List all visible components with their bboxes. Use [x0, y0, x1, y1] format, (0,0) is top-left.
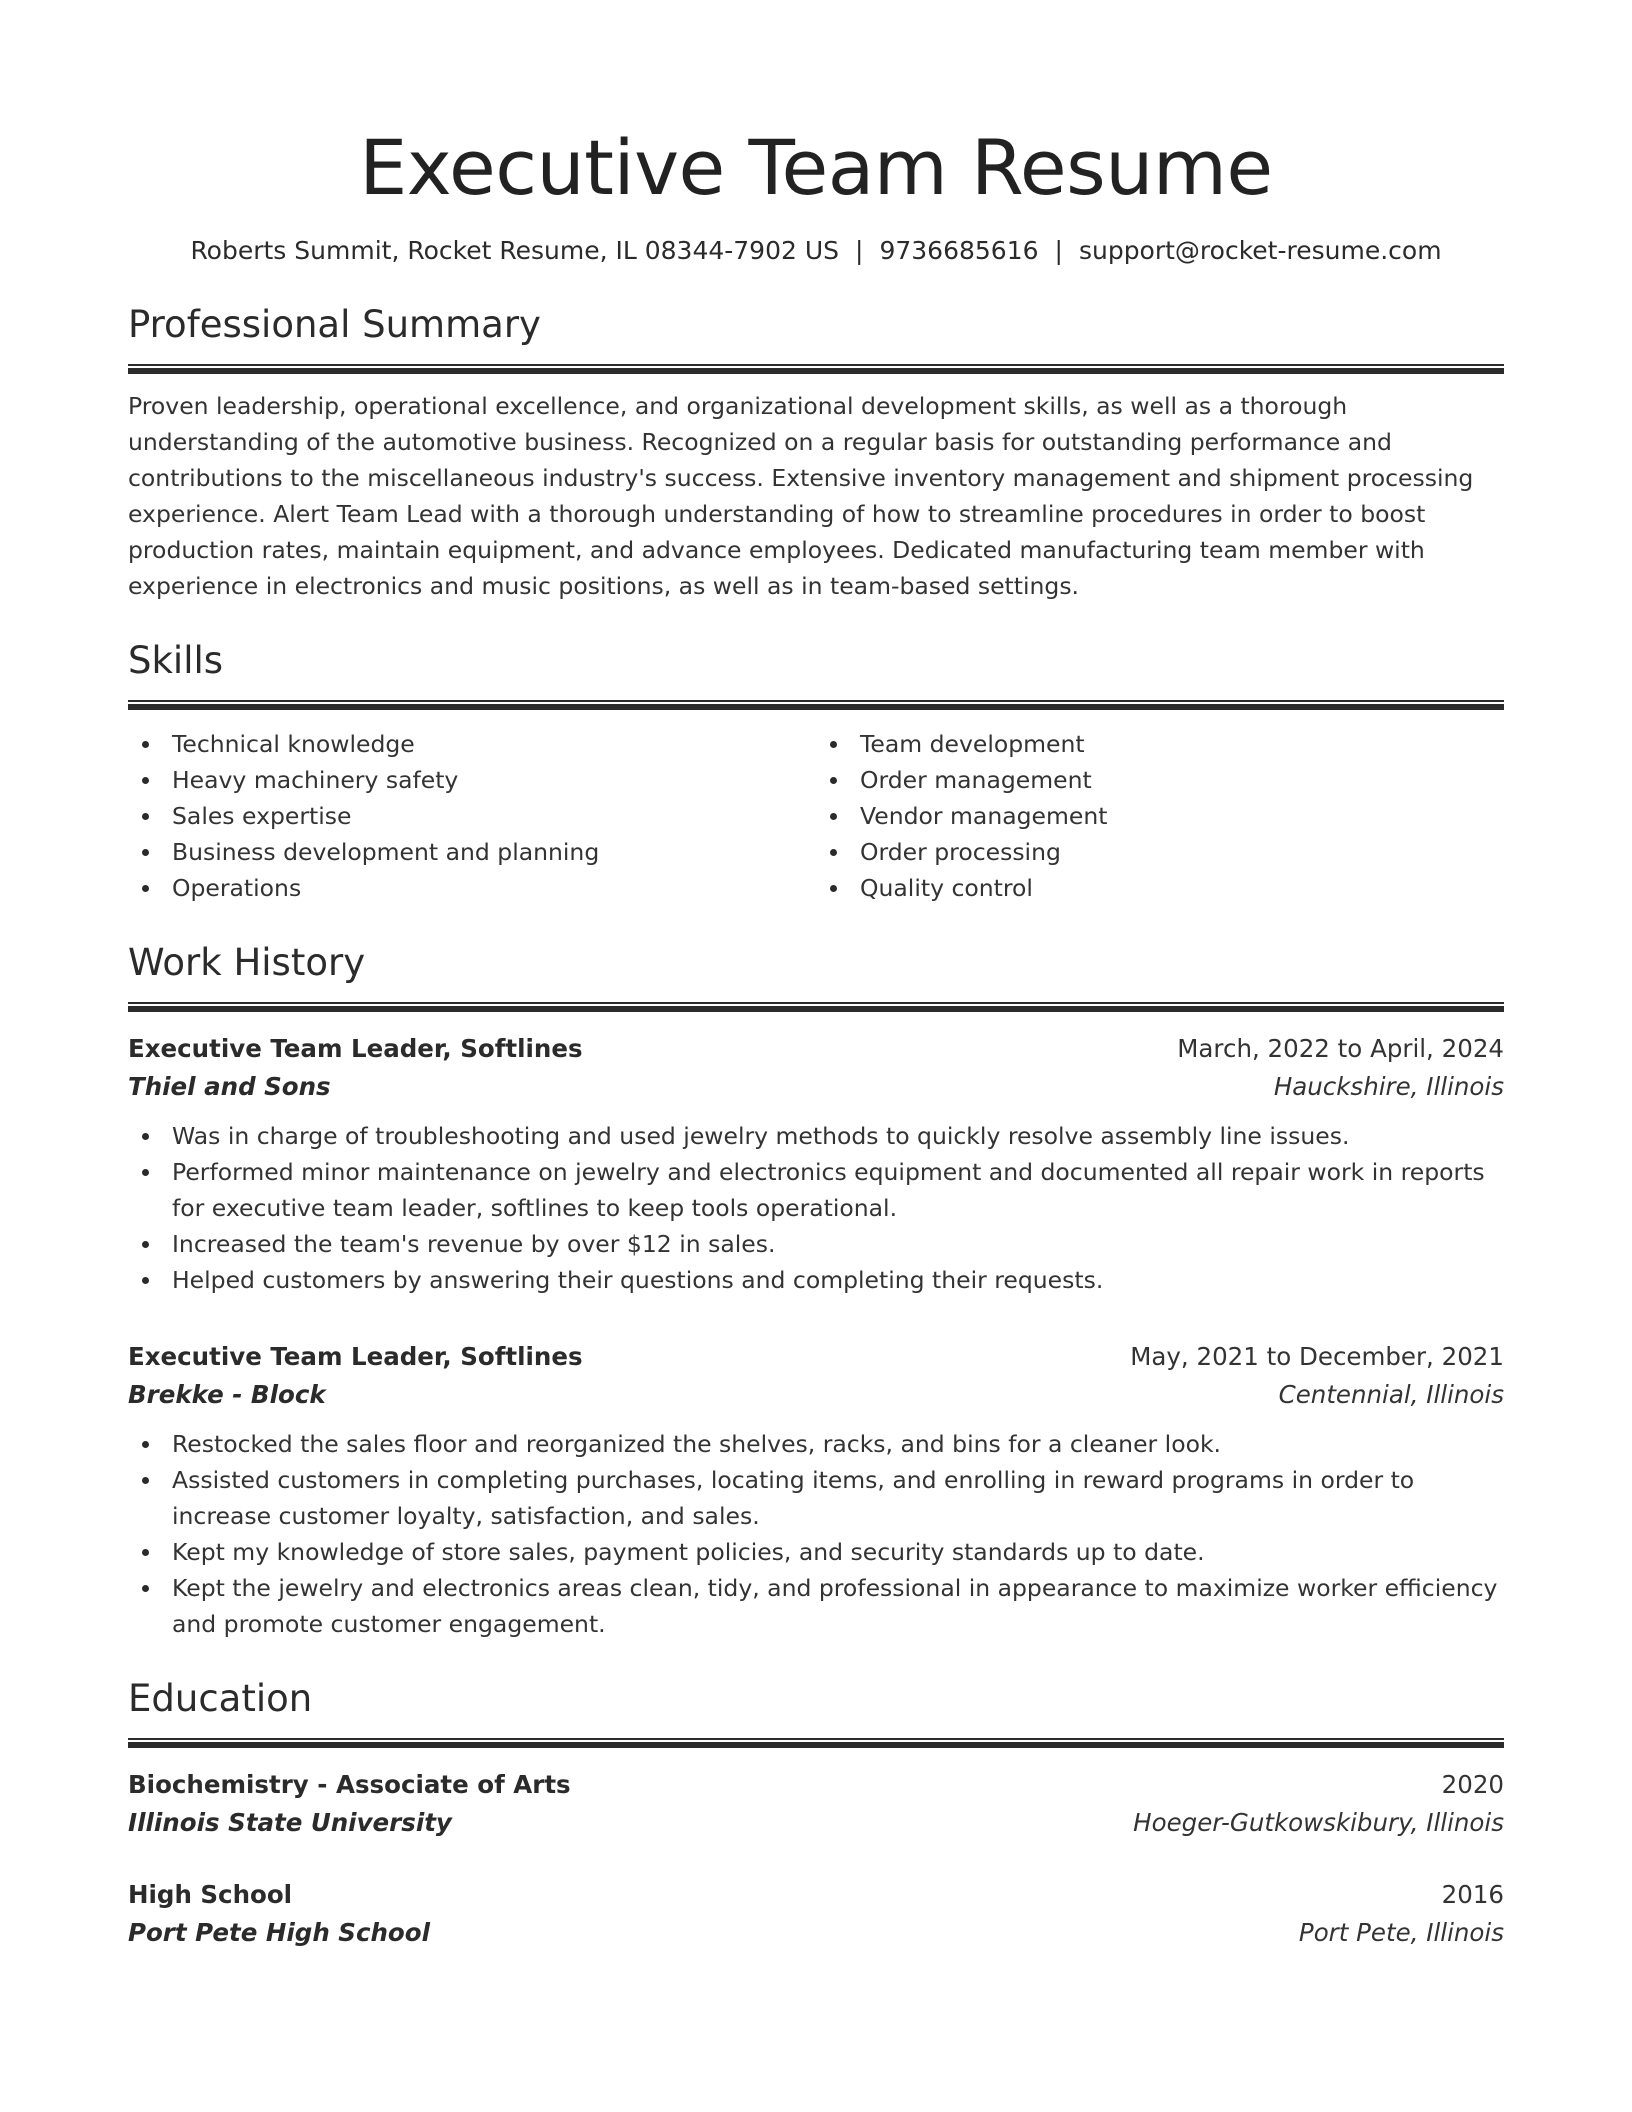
education-entry — [128, 1876, 1504, 1952]
work-history-section — [128, 940, 1504, 1642]
job-bullet: Kept the jewelry and electronics areas clean, tidy, and professional in appearance to maximize worker efficiency and promote customer engagement. — [128, 1570, 1504, 1642]
resume-title: Executive Team Resume — [359, 123, 1273, 212]
education-degree: High School — [128, 1880, 293, 1909]
summary-text: Proven leadership, operational excellence, and organizational development skills, as well as a thorough understanding of the automotive business. Recognized on a regular basis for outstanding performance and contributions to the miscellaneous industry's success. Extensive inventory management and shipment processing experience. Alert Team Lead with a thorough understanding of how to streamline procedures in order to boost production rates, maintain equipment, and advance employees. Dedicated manufacturing team member with experience in electronics and music positions, as well as in team-based settings. — [128, 392, 1474, 600]
job-company: Thiel and Sons — [128, 1072, 331, 1101]
section-divider — [128, 700, 1504, 710]
section-divider — [128, 1738, 1504, 1748]
section-divider — [128, 1002, 1504, 1012]
skill-item: Vendor management — [816, 798, 1504, 834]
education-location: Hoeger-Gutkowskibury, Illinois — [1133, 1808, 1504, 1837]
skill-item: Order processing — [816, 834, 1504, 870]
education-header-row — [128, 1876, 1504, 1914]
address: Roberts Summit, Rocket Resume, IL 08344-7902 US — [190, 236, 840, 265]
summary-section — [128, 302, 1504, 604]
skill-item: Order management — [816, 762, 1504, 798]
skill-item: Operations — [128, 870, 816, 906]
contact-separator: | — [1054, 236, 1063, 265]
skills-list-left — [128, 726, 816, 906]
skill-item: Heavy machinery safety — [128, 762, 816, 798]
job-bullet: Was in charge of troubleshooting and used jewelry methods to quickly resolve assembly line issues. — [128, 1118, 1504, 1154]
job-bullets — [128, 1426, 1504, 1642]
section-divider — [128, 364, 1504, 374]
job-bullet: Increased the team's revenue by over $12 in sales. — [128, 1226, 1504, 1262]
skills-list-right — [816, 726, 1504, 906]
job-bullets — [128, 1118, 1504, 1298]
email[interactable]: support@rocket-resume.com — [1078, 236, 1442, 265]
job-role: Executive Team Leader, Softlines — [128, 1034, 583, 1063]
education-school-row — [128, 1914, 1504, 1952]
section-title-summary: Professional Summary — [128, 303, 541, 346]
job-dates: March, 2022 to April, 2024 — [1177, 1034, 1504, 1063]
job-role: Executive Team Leader, Softlines — [128, 1342, 583, 1371]
contact-line — [128, 234, 1504, 268]
skills-columns — [128, 726, 1504, 906]
job-dates: May, 2021 to December, 2021 — [1130, 1342, 1504, 1371]
education-entry — [128, 1766, 1504, 1842]
education-school-row — [128, 1804, 1504, 1842]
education-school: Illinois State University — [128, 1808, 452, 1837]
job-bullet: Assisted customers in completing purchases, locating items, and enrolling in reward programs in order to increase customer loyalty, satisfaction, and sales. — [128, 1462, 1504, 1534]
contact-separator: | — [855, 236, 864, 265]
section-title-work-history: Work History — [128, 941, 366, 984]
phone: 9736685616 — [879, 236, 1039, 265]
education-year: 2020 — [1441, 1770, 1504, 1799]
job-location: Hauckshire, Illinois — [1273, 1072, 1504, 1101]
job-header-row — [128, 1338, 1504, 1376]
section-title-skills: Skills — [128, 639, 224, 682]
skill-item: Sales expertise — [128, 798, 816, 834]
skill-item: Technical knowledge — [128, 726, 816, 762]
job-entry — [128, 1030, 1504, 1298]
job-bullet: Restocked the sales floor and reorganized the shelves, racks, and bins for a cleaner look. — [128, 1426, 1504, 1462]
job-location: Centennial, Illinois — [1278, 1380, 1504, 1409]
job-bullet: Helped customers by answering their questions and completing their requests. — [128, 1262, 1504, 1298]
section-title-education: Education — [128, 1677, 313, 1720]
education-location: Port Pete, Illinois — [1298, 1918, 1504, 1947]
education-year: 2016 — [1441, 1880, 1504, 1909]
job-bullet: Kept my knowledge of store sales, payment policies, and security standards up to date. — [128, 1534, 1504, 1570]
education-degree: Biochemistry - Associate of Arts — [128, 1770, 571, 1799]
education-school: Port Pete High School — [128, 1918, 430, 1947]
job-bullet: Performed minor maintenance on jewelry and electronics equipment and documented all repair work in reports for executive team leader, softlines to keep tools operational. — [128, 1154, 1504, 1226]
job-company-row — [128, 1376, 1504, 1414]
skill-item: Quality control — [816, 870, 1504, 906]
job-company-row — [128, 1068, 1504, 1106]
job-entry — [128, 1338, 1504, 1642]
skill-item: Business development and planning — [128, 834, 816, 870]
job-header-row — [128, 1030, 1504, 1068]
education-header-row — [128, 1766, 1504, 1804]
skill-item: Team development — [816, 726, 1504, 762]
skills-section — [128, 638, 1504, 906]
job-company: Brekke - Block — [128, 1380, 326, 1409]
education-section — [128, 1676, 1504, 1952]
